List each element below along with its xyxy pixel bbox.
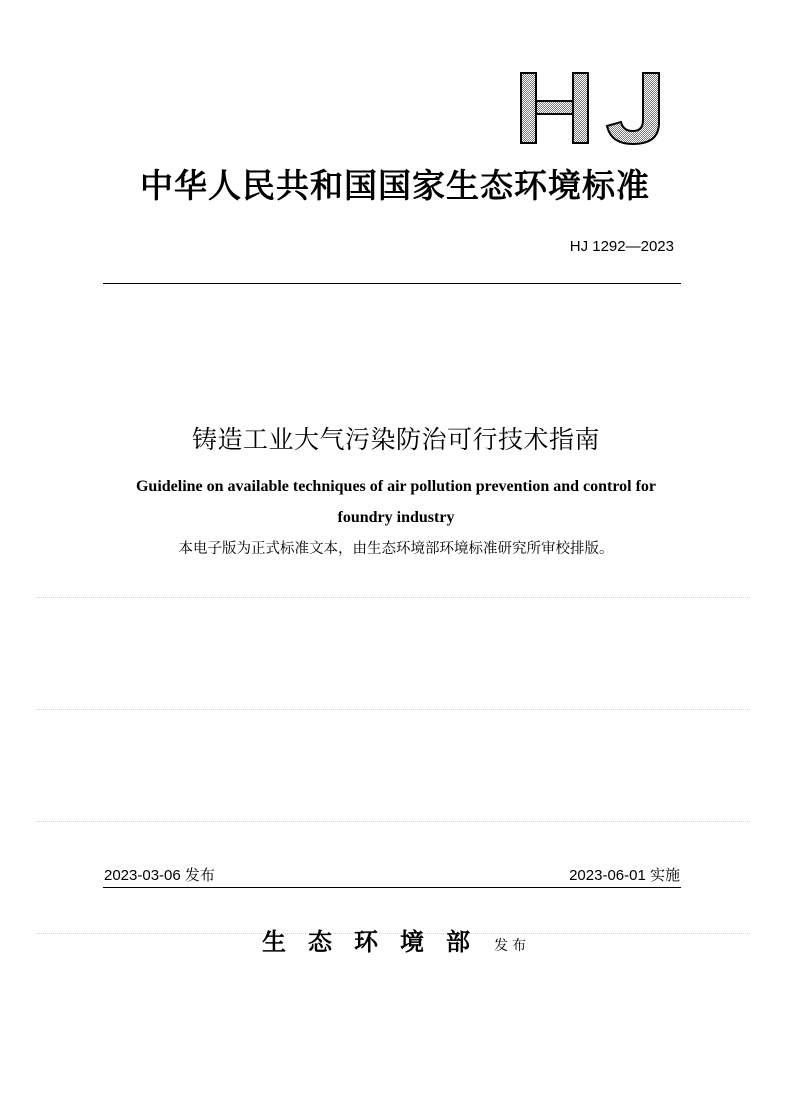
standard-number: HJ 1292—2023 bbox=[569, 238, 674, 255]
dotted-divider bbox=[36, 709, 750, 710]
document-title-cn: 铸造工业大气污染防治可行技术指南 bbox=[191, 426, 600, 454]
document-title-en-line2: foundry industry bbox=[337, 509, 455, 526]
standard-title: 中华人民共和国国家生态环境标准 bbox=[140, 166, 650, 205]
hj-logo bbox=[517, 70, 665, 148]
dotted-divider bbox=[36, 821, 750, 822]
electronic-version-notice: 本电子版为正式标准文本，由生态环境部环境标准研究所审校排版。 bbox=[178, 541, 614, 557]
issuer-line bbox=[0, 922, 792, 957]
bottom-divider bbox=[103, 887, 681, 888]
document-title-en bbox=[96, 471, 696, 533]
document-title-en-line1: Guideline on available techniques of air pollution prevention and control for bbox=[135, 478, 657, 495]
issue-date: 2023-03-06 发布 bbox=[104, 867, 215, 884]
effective-date: 2023-06-01 实施 bbox=[569, 867, 680, 884]
top-divider bbox=[103, 283, 681, 284]
issuer-name: 生态环境部 bbox=[262, 927, 492, 956]
issuer-suffix: 发布 bbox=[494, 937, 530, 953]
dotted-divider bbox=[36, 597, 750, 598]
